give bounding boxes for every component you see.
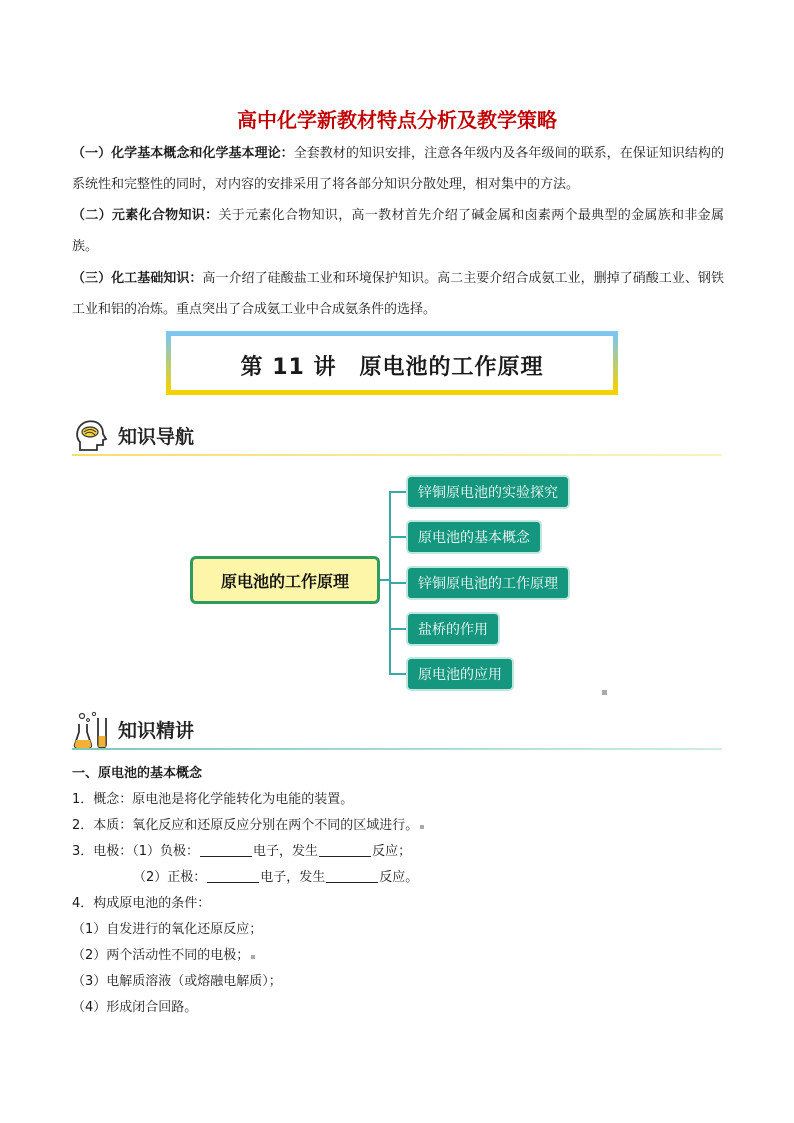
answer-blank	[207, 868, 259, 883]
mind-map	[190, 472, 610, 694]
intro-paragraph-1	[72, 138, 724, 200]
artifact-mark	[602, 690, 607, 695]
content-line: （4）形成闭合回路。	[72, 1000, 198, 1015]
mindmap-leaf-salt-bridge: 盐桥的作用	[406, 612, 500, 646]
section-title: 知识导航	[118, 426, 195, 448]
answer-blank	[200, 842, 252, 857]
intro-paragraph-3	[72, 263, 724, 325]
content-line	[72, 946, 722, 966]
content-text: （2）正极：	[133, 870, 207, 885]
connector-line	[389, 491, 407, 493]
intro-paragraph-2	[72, 200, 724, 262]
content-text: 电子，发生	[260, 870, 326, 885]
intro-label: （一）化学基本概念和化学基本理论：	[72, 146, 294, 161]
content-line-positive-electrode	[133, 868, 722, 888]
mindmap-leaf-principle: 锌铜原电池的工作原理	[406, 566, 570, 600]
content-line	[72, 816, 722, 836]
connector-line	[389, 536, 407, 538]
content-line-negative-electrode	[72, 842, 722, 862]
intro-text: 关于元素化合物知识，高一教材首先介绍了碱金属和卤素两个最典型的金属族和非金属族。	[72, 208, 724, 254]
lecture-banner	[166, 331, 618, 395]
section-title: 知识精讲	[118, 720, 195, 742]
answer-blank	[319, 842, 371, 857]
content-line: 4．构成原电池的条件：	[72, 896, 211, 911]
section-divider	[72, 748, 722, 750]
content-text: 3．电极：（1）负极：	[72, 844, 200, 859]
content-text: 2．本质：氧化反应和还原反应分别在两个不同的区域进行。	[72, 818, 419, 833]
mindmap-root-node: 原电池的工作原理	[190, 556, 380, 604]
section-header-navigation	[72, 416, 722, 456]
artifact-mark	[251, 955, 255, 959]
document-title: 高中化学新教材特点分析及教学策略	[237, 108, 557, 132]
intro-text: 高一介绍了硅酸盐工业和环境保护知识。高二主要介绍合成氨工业，删掉了硝酸工业、钢铁工业和铝的冶炼。重点突出了合成氨工业中合成氨条件的选择。	[72, 271, 724, 317]
content-heading: 一、原电池的基本概念	[72, 766, 203, 781]
content-text: 反应。	[379, 870, 419, 885]
content-line: （1）自发进行的氧化还原反应；	[72, 922, 263, 937]
connector-line	[389, 673, 407, 675]
connector-line	[389, 628, 407, 630]
artifact-mark	[420, 825, 424, 829]
intro-text: 全套教材的知识安排，注意各年级内及各年级间的联系，在保证知识结构的系统性和完整性的同时，对内容的安排采用了将各部分知识分散处理，相对集中的方法。	[72, 146, 724, 192]
mindmap-leaf-experiment: 锌铜原电池的实验探究	[406, 475, 570, 509]
content-line: 1．概念：原电池是将化学能转化为电能的装置。	[72, 792, 354, 807]
connector-line	[389, 582, 407, 584]
content-line: （3）电解质溶液（或熔融电解质）；	[72, 974, 282, 989]
section-header-lecture	[72, 710, 722, 750]
mindmap-leaf-concept: 原电池的基本概念	[406, 520, 542, 554]
lab-flask-icon	[72, 710, 112, 750]
intro-label: （二）元素化合物知识：	[72, 208, 219, 223]
section-divider	[72, 454, 722, 456]
content-text: （2）两个活动性不同的电极；	[72, 948, 250, 963]
intro-label: （三）化工基础知识：	[72, 271, 203, 286]
lecture-title: 第 11 讲 原电池的工作原理	[240, 355, 544, 380]
answer-blank	[326, 868, 378, 883]
content-text: 电子，发生	[253, 844, 319, 859]
content-text: 反应；	[372, 844, 412, 859]
brain-head-icon	[72, 416, 112, 456]
mindmap-leaf-application: 原电池的应用	[406, 657, 514, 691]
